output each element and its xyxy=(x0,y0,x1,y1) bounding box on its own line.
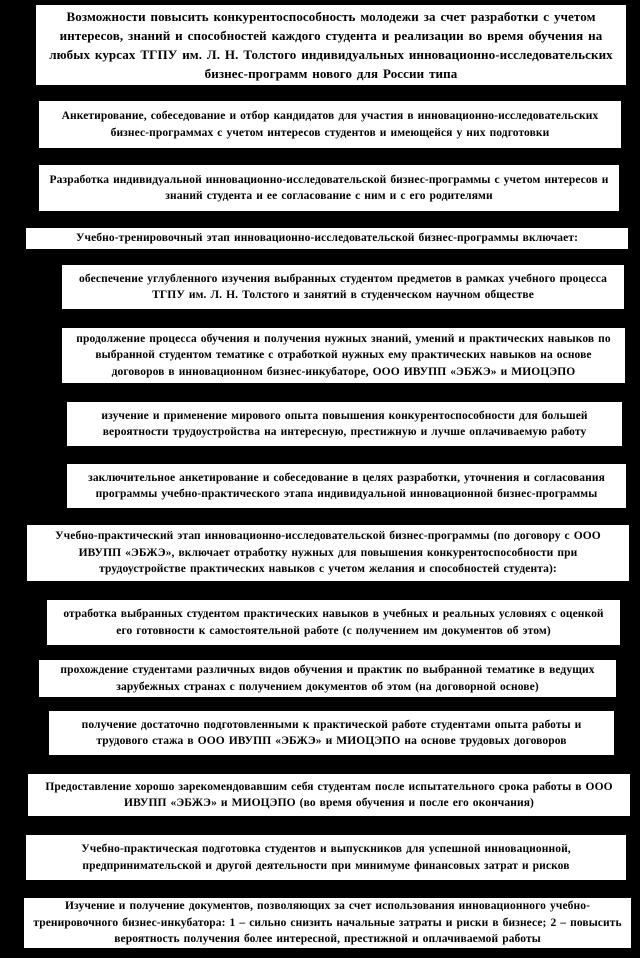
box-deep-study xyxy=(60,263,626,311)
box-practical-stage-header xyxy=(25,523,631,583)
box-practical-training-summary-text: Учебно-практическая подготовка студентов и выпускников для успешной инновационной, предпринимательской и другой деятельности при минимуме финансовых затрат и рисков xyxy=(81,843,571,872)
box-skills-practice-text: отработка выбранных студентом практических навыков в учебных и реальных условиях с оценкой его готовности к самостоятельной работе (с получением им документов об этом) xyxy=(63,608,604,637)
box-world-experience xyxy=(65,400,624,448)
box-job-offer-text: Предоставление хорошо зарекомендовавшим себя студентам после испытательного срока работы в ООО ИВУПП «ЭБЖЭ» и МИОЦЭПО (во время обучения и после его окончания) xyxy=(45,780,613,809)
box-foreign-internship-text: прохождение студентами различных видов обучения и практик по выбранной тематике в ведущих зарубежных странах с получением документов об этом (на договорной основе) xyxy=(60,664,595,693)
box-job-offer xyxy=(26,772,632,818)
box-program-development xyxy=(37,163,621,213)
box-title-text: Возможности повысить конкурентоспособность молодежи за счет разработки с учетом интересов, знаний и способностей каждого студента и реализации во время обучения на любых курсах ТГПУ им. Л. Н. Толстого индивидуальных инновационно-исследовательских бизнес-программ нового для России типа xyxy=(49,9,613,81)
box-practical-training-summary xyxy=(24,833,628,882)
box-practical-stage-header-text: Учебно-практический этап инновационно-исследовательской бизнес-программы (по договору с ООО ИВУПП «ЭБЖЭ», включает отработку нужных для повышения конкурентоспособности при трудоустройстве практических навыков с учетом желания и способностей студента): xyxy=(55,530,601,576)
box-program-development-text: Разработка индивидуальной инновационно-исследовательской бизнес-программы с учетом интересов и знаний студента и ее согласование с ним и с его родителями xyxy=(49,173,609,202)
box-work-experience-text: получение достаточно подготовленными к практической работе студентами опыта работы и трудового стажа в ООО ИВУПП «ЭБЖЭ» и МИОЦЭПО на основе трудовых договоров xyxy=(81,718,582,747)
box-final-survey xyxy=(65,462,628,510)
box-continued-training-text: продолжение процесса обучения и получения нужных знаний, умений и практических навыков по выбранной студентом тематике с отработкой нужных ему практических навыков на основе договоров в инновационном бизнес-инкубаторе, ООО ИВУПП «ЭБЖЭ» и МИОЦЭПО xyxy=(76,332,611,378)
box-continued-training xyxy=(60,326,627,385)
box-final-outcome-text: Изучение и получение документов, позволяющих за счет использования инновационного учебно-тренировочного бизнес-инкубатора: 1 – сильно снизить начальные затраты и риски в бизнесе; 2 – повысить вероятность получения более интересной, престижной и оплачиваемой работы xyxy=(33,900,622,946)
box-title xyxy=(34,3,628,87)
box-survey-selection xyxy=(37,99,623,150)
box-deep-study-text: обеспечение углубленного изучения выбранных студентом предметов в рамках учебного процесса ТГПУ им. Л. Н. Толстого и занятий в студенческом научном обществе xyxy=(79,272,607,301)
box-work-experience xyxy=(47,709,616,757)
box-final-survey-text: заключительное анкетирование и собеседование в целях разработки, уточнения и согласования программы учебно-практического этапа индивидуальной инновационной бизнес-программы xyxy=(88,471,605,500)
box-foreign-internship xyxy=(37,658,618,699)
box-training-stage-header xyxy=(24,226,630,251)
box-final-outcome xyxy=(22,896,633,950)
box-world-experience-text: изучение и применение мирового опыта повышения конкурентоспособности для большей вероятности трудоустройства на интересную, престижную и лучше оплачиваемую работу xyxy=(101,409,588,438)
box-skills-practice xyxy=(45,598,622,647)
box-training-stage-header-text: Учебно-тренировочный этап инновационно-исследовательской бизнес-программы включает: xyxy=(75,232,579,245)
box-survey-selection-text: Анкетирование, собеседование и отбор кандидатов для участия в инновационно-исследовательских бизнес-программах с учетом интересов студентов и имеющейся у них подготовки xyxy=(61,110,599,139)
